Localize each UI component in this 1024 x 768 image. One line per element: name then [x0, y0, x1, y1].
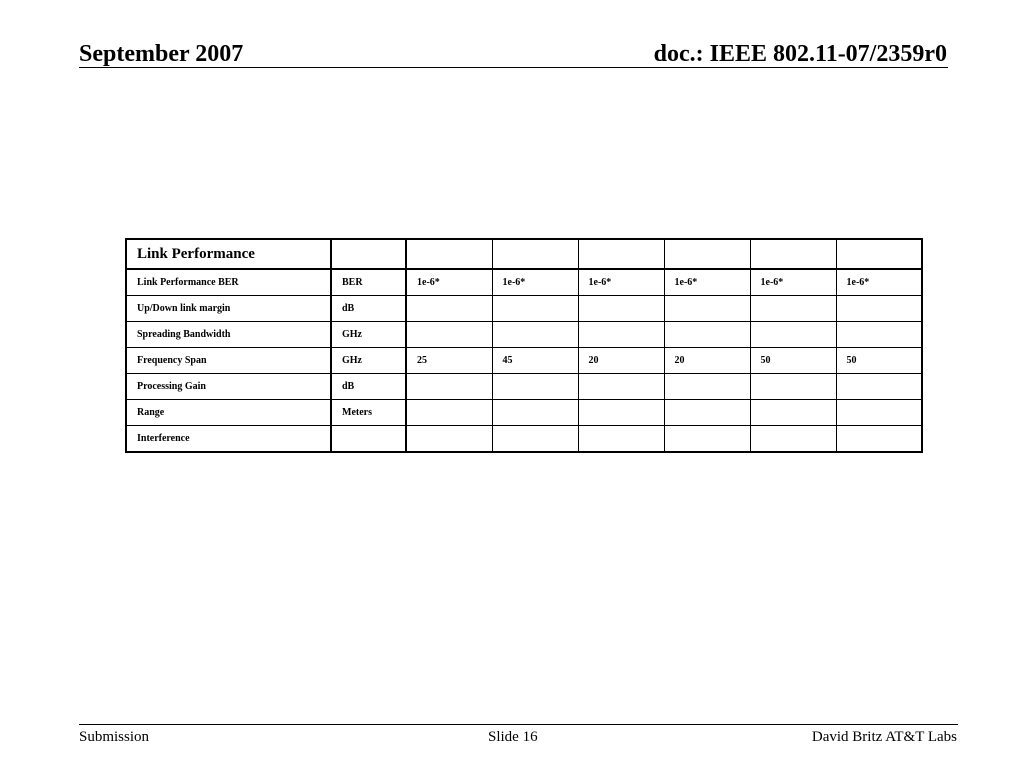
- row-value-cell: [664, 296, 750, 322]
- row-value-cell: [492, 374, 578, 400]
- row-label: Range: [126, 400, 331, 426]
- row-value-cell: 20: [664, 348, 750, 374]
- row-label: Link Performance BER: [126, 269, 331, 296]
- header-empty-cell: [578, 239, 664, 269]
- row-unit: dB: [331, 374, 406, 400]
- table-row: [126, 348, 922, 374]
- row-value-cell: [836, 374, 922, 400]
- row-value-cell: [492, 322, 578, 348]
- row-label: Spreading Bandwidth: [126, 322, 331, 348]
- row-unit: Meters: [331, 400, 406, 426]
- footer-slide-number: Slide 16: [488, 729, 538, 745]
- row-value-cell: [406, 296, 492, 322]
- row-value-cell: [578, 322, 664, 348]
- row-value-cell: [492, 400, 578, 426]
- row-value-cell: [406, 322, 492, 348]
- table-row: [126, 400, 922, 426]
- row-unit: BER: [331, 269, 406, 296]
- row-value-cell: [578, 400, 664, 426]
- row-value-cell: [664, 426, 750, 453]
- link-performance-table-container: [125, 238, 923, 453]
- header-empty-cell: [492, 239, 578, 269]
- row-value-cell: [836, 296, 922, 322]
- row-value-cell: 50: [750, 348, 836, 374]
- row-value-cell: 1e-6*: [664, 269, 750, 296]
- row-value-cell: 25: [406, 348, 492, 374]
- row-value-cell: 1e-6*: [492, 269, 578, 296]
- row-value-cell: [406, 426, 492, 453]
- row-value-cell: 20: [578, 348, 664, 374]
- row-value-cell: [664, 400, 750, 426]
- row-value-cell: [578, 374, 664, 400]
- header-empty-cell: [406, 239, 492, 269]
- table-body: [126, 239, 922, 452]
- row-value-cell: [750, 322, 836, 348]
- row-value-cell: [578, 296, 664, 322]
- footer-author: David Britz AT&T Labs: [811, 729, 957, 745]
- row-value-cell: 1e-6*: [750, 269, 836, 296]
- row-unit: [331, 426, 406, 453]
- row-value-cell: [664, 322, 750, 348]
- row-value-cell: 1e-6*: [406, 269, 492, 296]
- table-row: [126, 322, 922, 348]
- row-value-cell: 1e-6*: [578, 269, 664, 296]
- header-date: September 2007: [79, 41, 244, 67]
- table-row: [126, 269, 922, 296]
- row-value-cell: 45: [492, 348, 578, 374]
- row-value-cell: [406, 374, 492, 400]
- link-performance-table: [125, 238, 923, 453]
- row-value-cell: 1e-6*: [836, 269, 922, 296]
- row-value-cell: 50: [836, 348, 922, 374]
- header-doc-id: doc.: IEEE 802.11-07/2359r0: [653, 41, 947, 67]
- table-row: [126, 296, 922, 322]
- row-label: Frequency Span: [126, 348, 331, 374]
- header-empty-cell: [664, 239, 750, 269]
- header-empty-cell: [331, 239, 406, 269]
- row-value-cell: [750, 296, 836, 322]
- row-label: Up/Down link margin: [126, 296, 331, 322]
- footer-submission: Submission: [79, 729, 150, 745]
- table-title: Link Performance: [126, 239, 331, 269]
- row-value-cell: [664, 374, 750, 400]
- row-unit: GHz: [331, 322, 406, 348]
- row-value-cell: [836, 400, 922, 426]
- table-header-row: [126, 239, 922, 269]
- row-value-cell: [836, 426, 922, 453]
- row-unit: dB: [331, 296, 406, 322]
- row-value-cell: [836, 322, 922, 348]
- row-value-cell: [750, 426, 836, 453]
- row-value-cell: [406, 400, 492, 426]
- row-value-cell: [492, 426, 578, 453]
- row-value-cell: [750, 400, 836, 426]
- row-value-cell: [492, 296, 578, 322]
- header-empty-cell: [750, 239, 836, 269]
- table-row: [126, 426, 922, 453]
- table-row: [126, 374, 922, 400]
- row-value-cell: [578, 426, 664, 453]
- row-label: Processing Gain: [126, 374, 331, 400]
- row-unit: GHz: [331, 348, 406, 374]
- row-value-cell: [750, 374, 836, 400]
- header-divider: [79, 67, 948, 68]
- footer-divider: [79, 724, 958, 725]
- row-label: Interference: [126, 426, 331, 453]
- header-empty-cell: [836, 239, 922, 269]
